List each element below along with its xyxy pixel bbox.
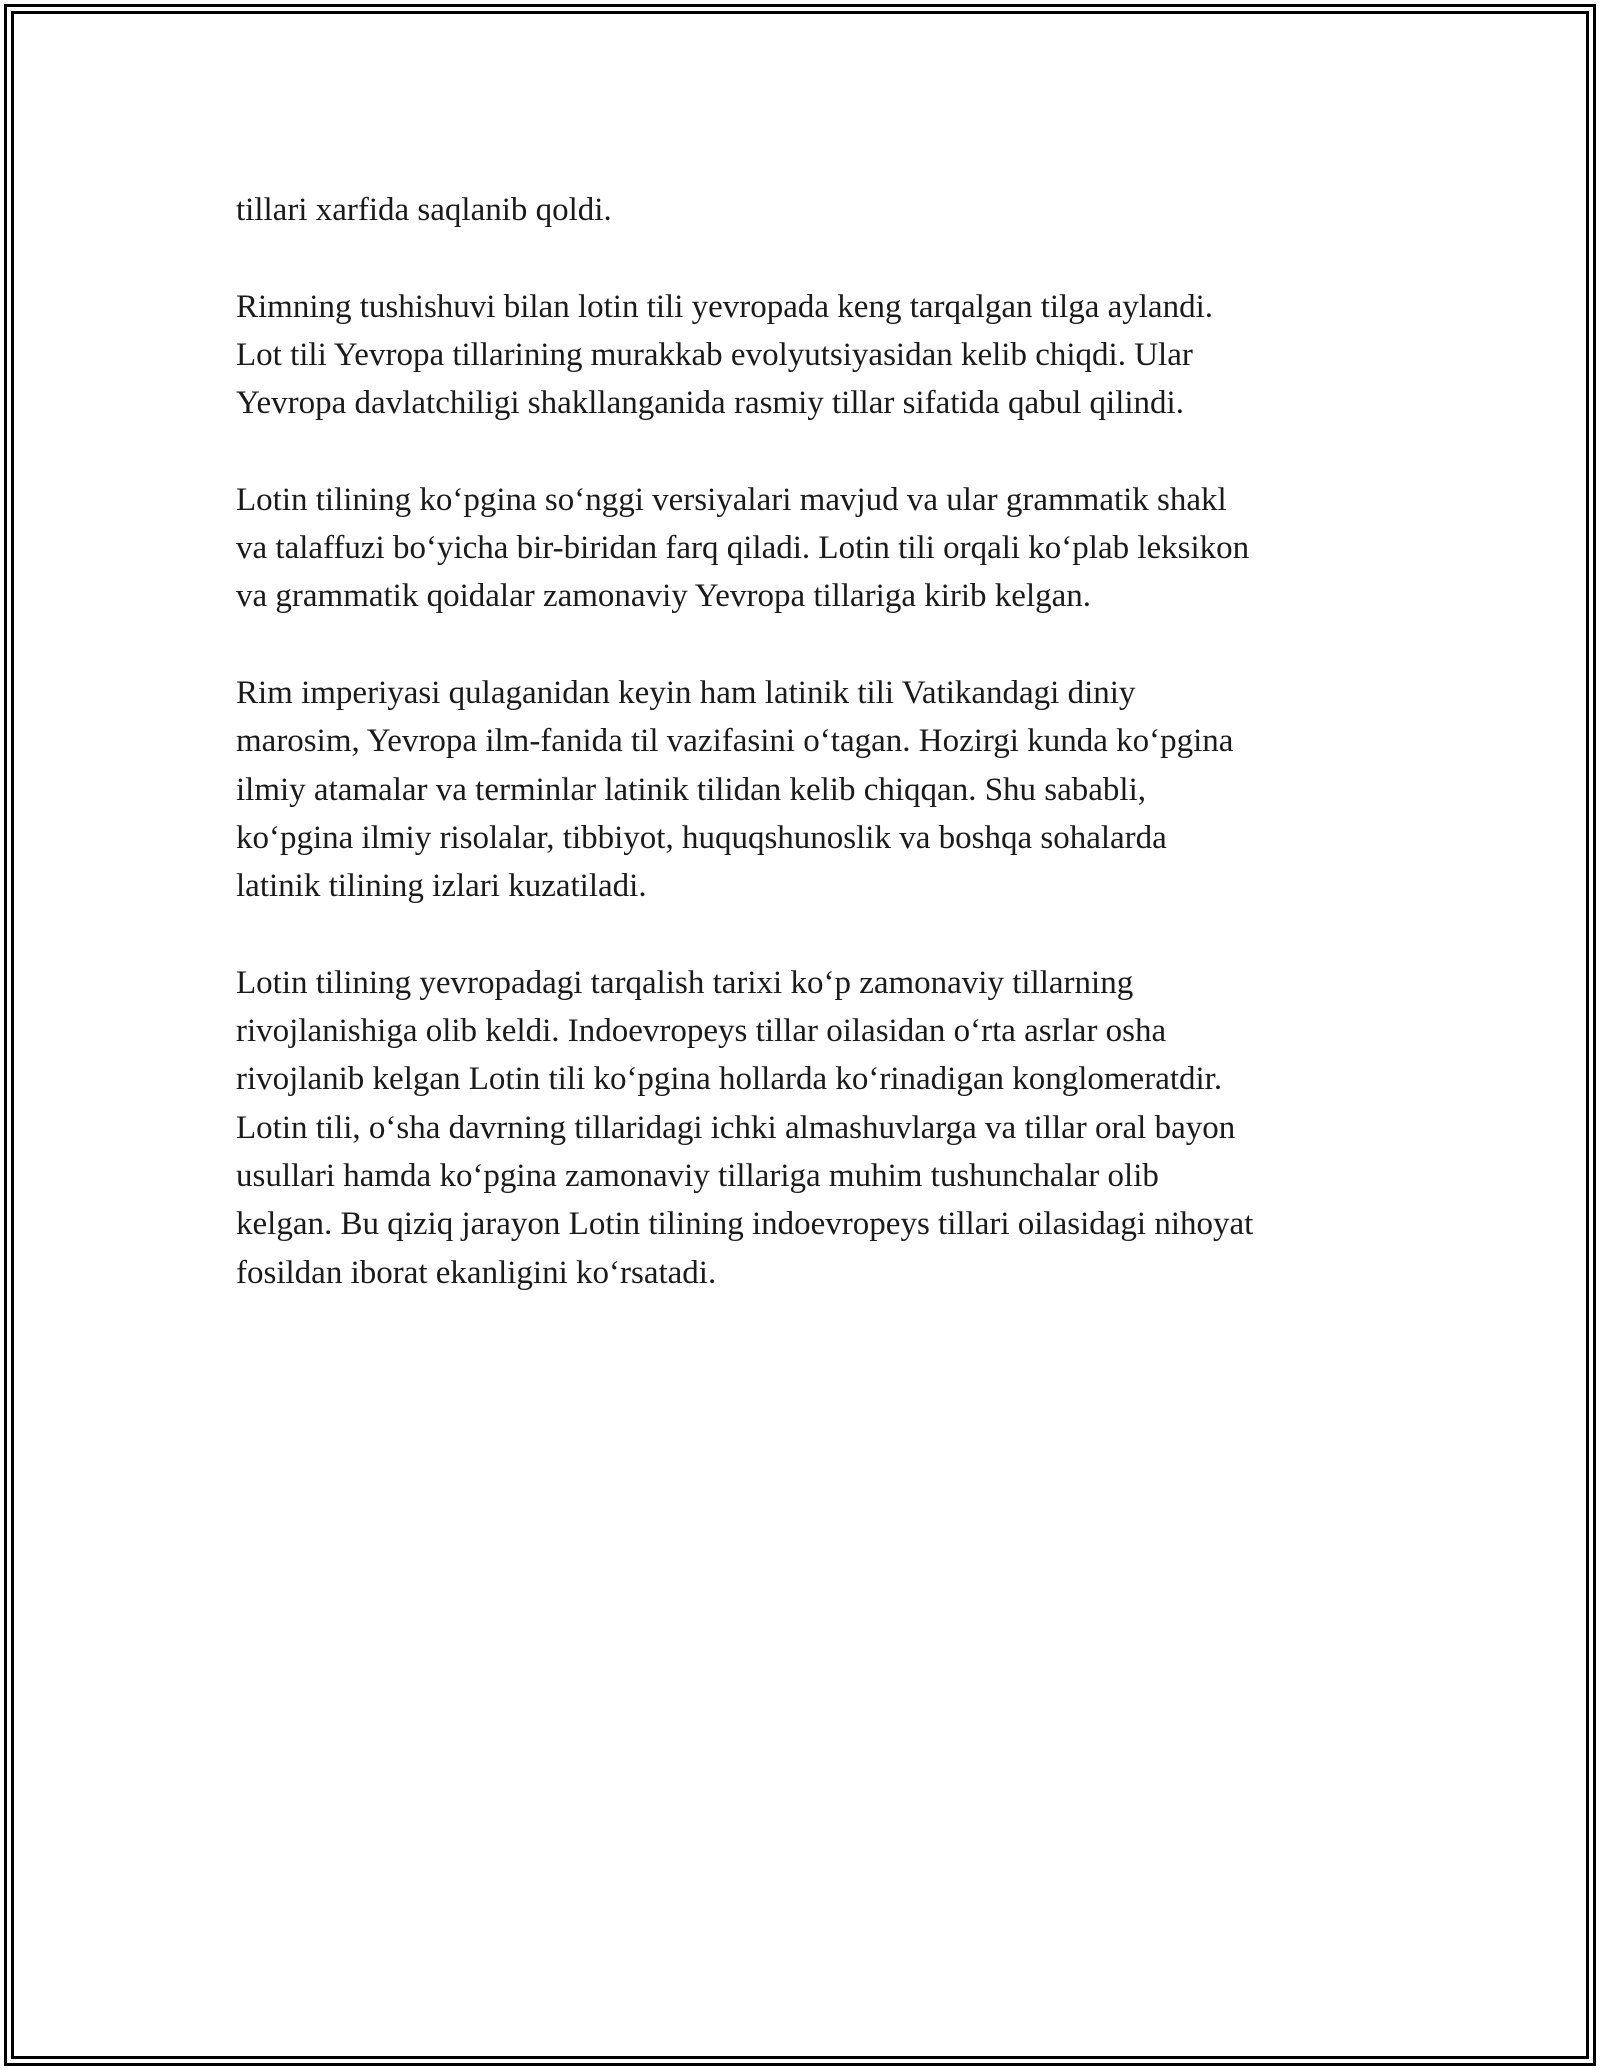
text-line: kelgan. Bu qiziq jarayon Lotin tilining indoevropeys tillari oilasidagi nihoyat <box>236 1206 1254 1243</box>
text-line: va grammatik qoidalar zamonaviy Yevropa tillariga kirib kelgan. <box>236 578 1092 615</box>
text-line: rivojlanishiga olib keldi. Indoevropeys tillar oilasidan oʻrta asrlar osha <box>236 1013 1167 1050</box>
text-line: Lotin tilining koʻpgina soʻnggi versiyalari mavjud va ular grammatik shakl <box>236 481 1227 518</box>
paragraph-1 <box>236 186 1386 234</box>
paragraph-4 <box>236 669 1386 910</box>
text-line: ilmiy atamalar va terminlar latinik tilidan kelib chiqqan. Shu sababli, <box>236 771 1147 808</box>
text-line: Lotin tilining yevropadagi tarqalish tarixi koʻp zamonaviy tillarning <box>236 964 1134 1001</box>
paragraph-3 <box>236 476 1386 621</box>
text-line: va talaffuzi boʻyicha bir-biridan farq qiladi. Lotin tili orqali koʻplab leksikon <box>236 530 1250 567</box>
text-line: Rim imperiyasi qulaganidan keyin ham latinik tili Vatikandagi diniy <box>236 674 1136 711</box>
document-body <box>236 186 1386 1345</box>
text-line: Lot tili Yevropa tillarining murakkab evolyutsiyasidan kelib chiqdi. Ular <box>236 336 1193 373</box>
text-line: fosildan iborat ekanligini koʻrsatadi. <box>236 1254 717 1291</box>
text-line: Lotin tili, oʻsha davrning tillaridagi ichki almashuvlarga va tillar oral bayon <box>236 1109 1236 1146</box>
text-line: tillari xarfida saqlanib qoldi. <box>236 192 612 228</box>
text-line: Rimning tushishuvi bilan lotin tili yevropada keng tarqalgan tilga aylandi. <box>236 288 1213 325</box>
text-line: Yevropa davlatchiligi shakllanganida rasmiy tillar sifatida qabul qilindi. <box>236 385 1184 422</box>
text-line: marosim, Yevropa ilm-fanida til vazifasini oʻtagan. Hozirgi kunda koʻpgina <box>236 723 1234 760</box>
paragraph-5 <box>236 959 1386 1297</box>
text-line: koʻpgina ilmiy risolalar, tibbiyot, huquqshunoslik va boshqa sohalarda <box>236 819 1167 856</box>
text-line: latinik tilining izlari kuzatiladi. <box>236 868 647 905</box>
text-line: rivojlanib kelgan Lotin tili koʻpgina hollarda koʻrinadigan konglomeratdir. <box>236 1061 1223 1098</box>
text-line: usullari hamda koʻpgina zamonaviy tillariga muhim tushunchalar olib <box>236 1157 1159 1194</box>
paragraph-2 <box>236 283 1386 428</box>
